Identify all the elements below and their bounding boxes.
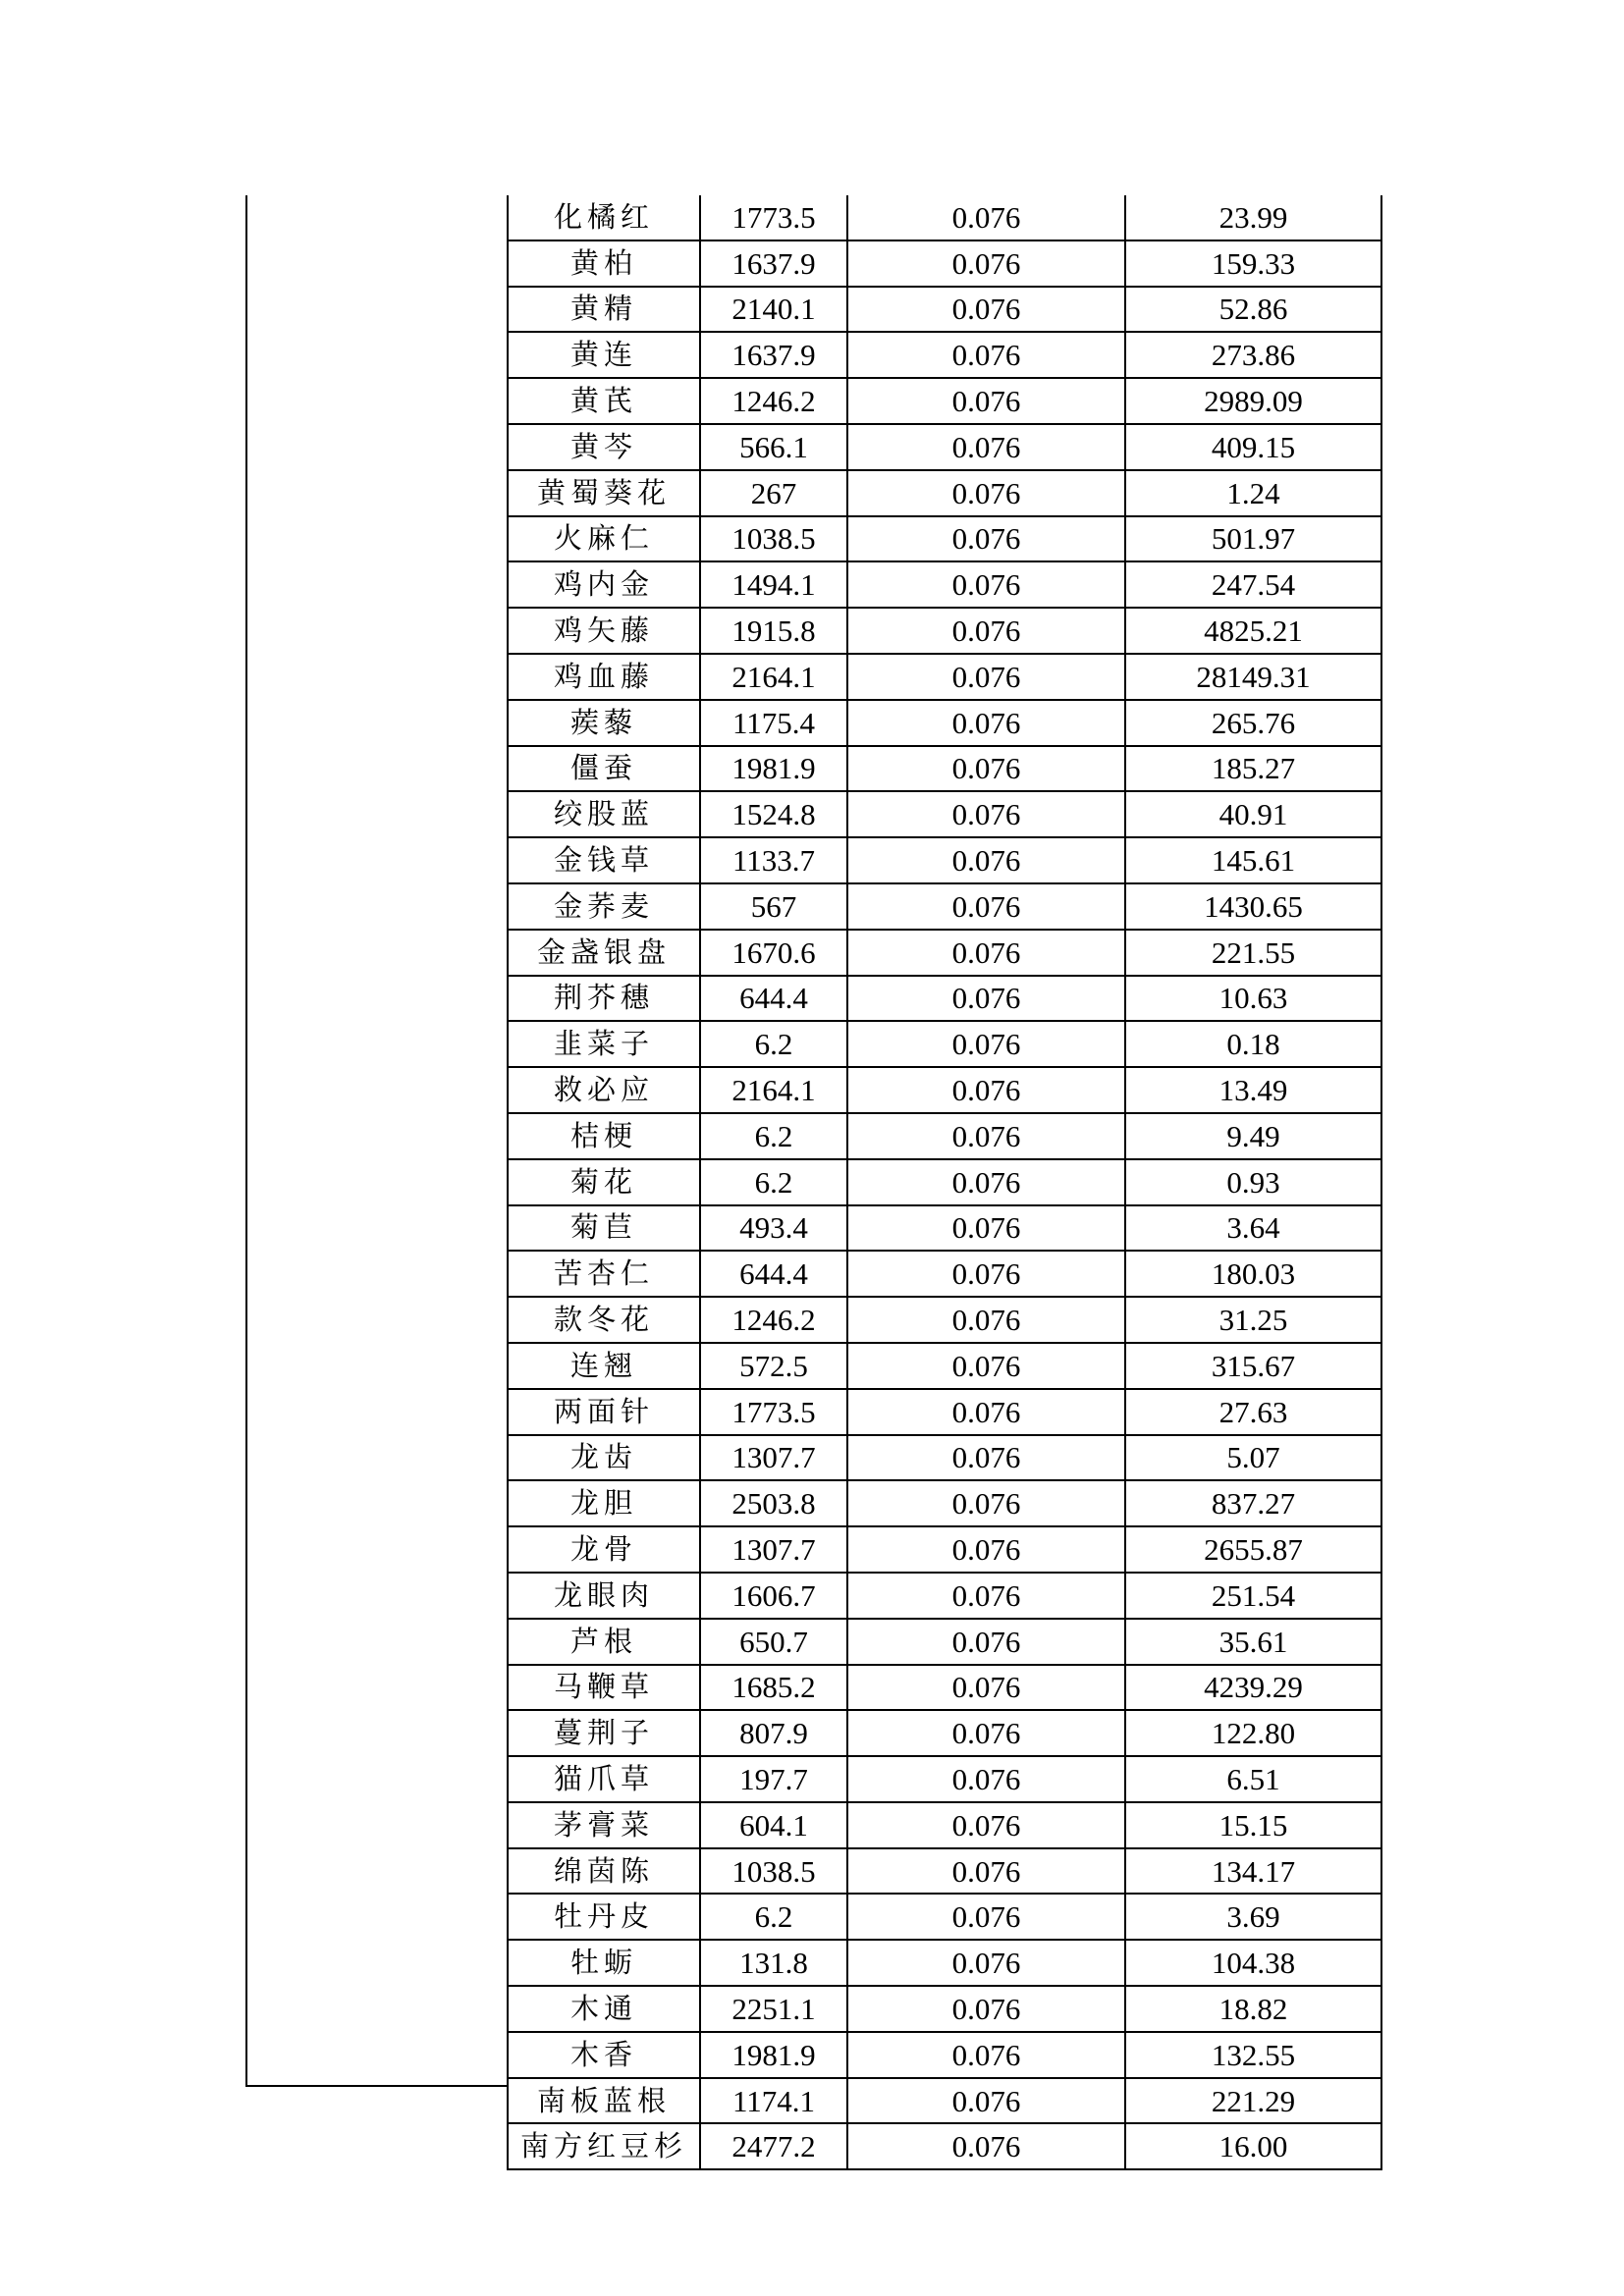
table-row: [508, 1665, 1381, 1711]
value2-cell: 0.076: [847, 1756, 1125, 1802]
value3-cell: 1.24: [1125, 470, 1381, 516]
value1-cell: 1246.2: [700, 378, 847, 424]
value3-cell: 122.80: [1125, 1710, 1381, 1756]
value2-cell: 0.076: [847, 561, 1125, 608]
table-row: [508, 424, 1381, 470]
value2-cell: 0.076: [847, 1894, 1125, 1940]
value2-cell: 0.076: [847, 1526, 1125, 1573]
table-row: [508, 1986, 1381, 2032]
table-row: [508, 1435, 1381, 1481]
value1-cell: 566.1: [700, 424, 847, 470]
merged-column-left-border: [245, 195, 247, 2086]
table-row: [508, 930, 1381, 976]
herb-name-cell: 黄精: [508, 287, 700, 333]
table-row: [508, 1205, 1381, 1252]
herb-name-cell: 两面针: [508, 1389, 700, 1435]
table-row: [508, 1710, 1381, 1756]
value3-cell: 5.07: [1125, 1435, 1381, 1481]
herb-name-cell: 黄蜀葵花: [508, 470, 700, 516]
value2-cell: 0.076: [847, 470, 1125, 516]
value3-cell: 1430.65: [1125, 883, 1381, 930]
value2-cell: 0.076: [847, 1619, 1125, 1665]
value1-cell: 1038.5: [700, 516, 847, 562]
table-row: [508, 2032, 1381, 2078]
table-row: [508, 561, 1381, 608]
value3-cell: 501.97: [1125, 516, 1381, 562]
herb-name-cell: 菊花: [508, 1159, 700, 1205]
value2-cell: 0.076: [847, 2032, 1125, 2078]
table-row: [508, 1251, 1381, 1297]
table-row: [508, 1894, 1381, 1940]
value2-cell: 0.076: [847, 332, 1125, 378]
table-row: [508, 1297, 1381, 1343]
table-row: [508, 1848, 1381, 1895]
herb-name-cell: 连翘: [508, 1343, 700, 1389]
value1-cell: 2140.1: [700, 287, 847, 333]
table-row: [508, 1756, 1381, 1802]
value1-cell: 267: [700, 470, 847, 516]
value2-cell: 0.076: [847, 791, 1125, 837]
table-row: [508, 1480, 1381, 1526]
value1-cell: 1981.9: [700, 2032, 847, 2078]
table-row: [508, 516, 1381, 562]
value3-cell: 180.03: [1125, 1251, 1381, 1297]
value3-cell: 3.69: [1125, 1894, 1381, 1940]
value3-cell: 35.61: [1125, 1619, 1381, 1665]
herb-name-cell: 龙胆: [508, 1480, 700, 1526]
value1-cell: 1685.2: [700, 1665, 847, 1711]
value1-cell: 644.4: [700, 1251, 847, 1297]
value3-cell: 251.54: [1125, 1573, 1381, 1619]
herb-name-cell: 荆芥穗: [508, 976, 700, 1022]
value2-cell: 0.076: [847, 1067, 1125, 1113]
table-row: [508, 1389, 1381, 1435]
herb-name-cell: 牡蛎: [508, 1940, 700, 1986]
value1-cell: 1637.9: [700, 332, 847, 378]
value1-cell: 1307.7: [700, 1435, 847, 1481]
value2-cell: 0.076: [847, 424, 1125, 470]
value3-cell: 221.29: [1125, 2078, 1381, 2124]
value3-cell: 40.91: [1125, 791, 1381, 837]
table-row: [508, 1940, 1381, 1986]
table-row: [508, 2123, 1381, 2169]
table-row: [508, 746, 1381, 792]
value2-cell: 0.076: [847, 883, 1125, 930]
herb-name-cell: 龙眼肉: [508, 1573, 700, 1619]
herb-name-cell: 绞股蓝: [508, 791, 700, 837]
value3-cell: 6.51: [1125, 1756, 1381, 1802]
table-row: [508, 791, 1381, 837]
value3-cell: 4239.29: [1125, 1665, 1381, 1711]
value2-cell: 0.076: [847, 1205, 1125, 1252]
value1-cell: 6.2: [700, 1894, 847, 1940]
herb-name-cell: 黄芩: [508, 424, 700, 470]
value2-cell: 0.076: [847, 1021, 1125, 1067]
value2-cell: 0.076: [847, 930, 1125, 976]
table-row: [508, 654, 1381, 700]
herb-name-cell: 化橘红: [508, 195, 700, 240]
value2-cell: 0.076: [847, 2078, 1125, 2124]
table-row: [508, 1067, 1381, 1113]
value1-cell: 572.5: [700, 1343, 847, 1389]
value1-cell: 604.1: [700, 1802, 847, 1848]
herb-name-cell: 猫爪草: [508, 1756, 700, 1802]
herb-data-table: [507, 195, 1382, 2170]
table-row: [508, 1526, 1381, 1573]
value1-cell: 493.4: [700, 1205, 847, 1252]
table-row: [508, 240, 1381, 287]
value2-cell: 0.076: [847, 1573, 1125, 1619]
herb-name-cell: 桔梗: [508, 1113, 700, 1159]
value3-cell: 159.33: [1125, 240, 1381, 287]
value3-cell: 273.86: [1125, 332, 1381, 378]
value3-cell: 104.38: [1125, 1940, 1381, 1986]
value2-cell: 0.076: [847, 1297, 1125, 1343]
value3-cell: 28149.31: [1125, 654, 1381, 700]
herb-name-cell: 鸡血藤: [508, 654, 700, 700]
table-row: [508, 837, 1381, 883]
value2-cell: 0.076: [847, 1802, 1125, 1848]
table-row: [508, 1343, 1381, 1389]
table-row: [508, 2078, 1381, 2124]
value2-cell: 0.076: [847, 1848, 1125, 1895]
herb-name-cell: 南板蓝根: [508, 2078, 700, 2124]
value3-cell: 221.55: [1125, 930, 1381, 976]
table-row: [508, 1573, 1381, 1619]
value2-cell: 0.076: [847, 287, 1125, 333]
value2-cell: 0.076: [847, 1940, 1125, 1986]
value2-cell: 0.076: [847, 1710, 1125, 1756]
value2-cell: 0.076: [847, 746, 1125, 792]
herb-name-cell: 黄柏: [508, 240, 700, 287]
value1-cell: 650.7: [700, 1619, 847, 1665]
herb-name-cell: 苦杏仁: [508, 1251, 700, 1297]
value1-cell: 2503.8: [700, 1480, 847, 1526]
value3-cell: 23.99: [1125, 195, 1381, 240]
value2-cell: 0.076: [847, 1113, 1125, 1159]
value3-cell: 185.27: [1125, 746, 1381, 792]
value1-cell: 2164.1: [700, 1067, 847, 1113]
herb-name-cell: 救必应: [508, 1067, 700, 1113]
herb-name-cell: 菊苣: [508, 1205, 700, 1252]
value3-cell: 134.17: [1125, 1848, 1381, 1895]
value1-cell: 807.9: [700, 1710, 847, 1756]
herb-name-cell: 芦根: [508, 1619, 700, 1665]
value3-cell: 4825.21: [1125, 608, 1381, 654]
herb-name-cell: 牡丹皮: [508, 1894, 700, 1940]
value3-cell: 27.63: [1125, 1389, 1381, 1435]
value2-cell: 0.076: [847, 1159, 1125, 1205]
herb-name-cell: 马鞭草: [508, 1665, 700, 1711]
value1-cell: 1915.8: [700, 608, 847, 654]
value1-cell: 1307.7: [700, 1526, 847, 1573]
value3-cell: 837.27: [1125, 1480, 1381, 1526]
value1-cell: 1038.5: [700, 1848, 847, 1895]
table-row: [508, 608, 1381, 654]
value3-cell: 2989.09: [1125, 378, 1381, 424]
herb-name-cell: 蒺藜: [508, 700, 700, 746]
value2-cell: 0.076: [847, 654, 1125, 700]
value1-cell: 1246.2: [700, 1297, 847, 1343]
value1-cell: 1174.1: [700, 2078, 847, 2124]
value3-cell: 18.82: [1125, 1986, 1381, 2032]
herb-name-cell: 鸡内金: [508, 561, 700, 608]
herb-name-cell: 龙齿: [508, 1435, 700, 1481]
herb-name-cell: 金钱草: [508, 837, 700, 883]
value2-cell: 0.076: [847, 976, 1125, 1022]
value3-cell: 9.49: [1125, 1113, 1381, 1159]
value1-cell: 6.2: [700, 1021, 847, 1067]
value2-cell: 0.076: [847, 2123, 1125, 2169]
table-row: [508, 195, 1381, 240]
table-body: [508, 195, 1381, 2169]
herb-name-cell: 黄连: [508, 332, 700, 378]
value2-cell: 0.076: [847, 1665, 1125, 1711]
value1-cell: 1494.1: [700, 561, 847, 608]
table-row: [508, 1802, 1381, 1848]
value2-cell: 0.076: [847, 1343, 1125, 1389]
herb-name-cell: 黄芪: [508, 378, 700, 424]
value2-cell: 0.076: [847, 608, 1125, 654]
table-row: [508, 1619, 1381, 1665]
value2-cell: 0.076: [847, 1435, 1125, 1481]
value2-cell: 0.076: [847, 1389, 1125, 1435]
value3-cell: 247.54: [1125, 561, 1381, 608]
value1-cell: 131.8: [700, 1940, 847, 1986]
merged-column-bottom-border: [245, 2085, 507, 2087]
value1-cell: 2164.1: [700, 654, 847, 700]
table-row: [508, 1113, 1381, 1159]
herb-name-cell: 南方红豆杉: [508, 2123, 700, 2169]
value2-cell: 0.076: [847, 700, 1125, 746]
herb-name-cell: 木香: [508, 2032, 700, 2078]
value3-cell: 2655.87: [1125, 1526, 1381, 1573]
value1-cell: 1175.4: [700, 700, 847, 746]
herb-name-cell: 木通: [508, 1986, 700, 2032]
herb-name-cell: 鸡矢藤: [508, 608, 700, 654]
herb-name-cell: 龙骨: [508, 1526, 700, 1573]
value2-cell: 0.076: [847, 378, 1125, 424]
value1-cell: 644.4: [700, 976, 847, 1022]
table-row: [508, 700, 1381, 746]
value1-cell: 6.2: [700, 1159, 847, 1205]
value1-cell: 2477.2: [700, 2123, 847, 2169]
value2-cell: 0.076: [847, 1251, 1125, 1297]
value2-cell: 0.076: [847, 516, 1125, 562]
herb-name-cell: 韭菜子: [508, 1021, 700, 1067]
value3-cell: 16.00: [1125, 2123, 1381, 2169]
table-row: [508, 883, 1381, 930]
value1-cell: 1773.5: [700, 195, 847, 240]
value3-cell: 31.25: [1125, 1297, 1381, 1343]
value1-cell: 1606.7: [700, 1573, 847, 1619]
herb-name-cell: 火麻仁: [508, 516, 700, 562]
value2-cell: 0.076: [847, 240, 1125, 287]
value1-cell: 567: [700, 883, 847, 930]
value3-cell: 15.15: [1125, 1802, 1381, 1848]
value2-cell: 0.076: [847, 1986, 1125, 2032]
value3-cell: 145.61: [1125, 837, 1381, 883]
herb-name-cell: 蔓荆子: [508, 1710, 700, 1756]
herb-name-cell: 茅膏菜: [508, 1802, 700, 1848]
value1-cell: 1524.8: [700, 791, 847, 837]
table-row: [508, 976, 1381, 1022]
value1-cell: 6.2: [700, 1113, 847, 1159]
value3-cell: 3.64: [1125, 1205, 1381, 1252]
value3-cell: 52.86: [1125, 287, 1381, 333]
herb-name-cell: 金盏银盘: [508, 930, 700, 976]
value3-cell: 0.93: [1125, 1159, 1381, 1205]
value1-cell: 1670.6: [700, 930, 847, 976]
table-row: [508, 332, 1381, 378]
value2-cell: 0.076: [847, 837, 1125, 883]
value3-cell: 315.67: [1125, 1343, 1381, 1389]
herb-name-cell: 款冬花: [508, 1297, 700, 1343]
table-row: [508, 287, 1381, 333]
value1-cell: 1637.9: [700, 240, 847, 287]
value1-cell: 1133.7: [700, 837, 847, 883]
value1-cell: 1981.9: [700, 746, 847, 792]
value3-cell: 10.63: [1125, 976, 1381, 1022]
herb-name-cell: 金荞麦: [508, 883, 700, 930]
herb-name-cell: 绵茵陈: [508, 1848, 700, 1895]
value3-cell: 0.18: [1125, 1021, 1381, 1067]
value2-cell: 0.076: [847, 1480, 1125, 1526]
herb-name-cell: 僵蚕: [508, 746, 700, 792]
table-row: [508, 1021, 1381, 1067]
value3-cell: 409.15: [1125, 424, 1381, 470]
value3-cell: 132.55: [1125, 2032, 1381, 2078]
value1-cell: 2251.1: [700, 1986, 847, 2032]
table-row: [508, 470, 1381, 516]
value3-cell: 265.76: [1125, 700, 1381, 746]
value1-cell: 1773.5: [700, 1389, 847, 1435]
table-row: [508, 378, 1381, 424]
value1-cell: 197.7: [700, 1756, 847, 1802]
value3-cell: 13.49: [1125, 1067, 1381, 1113]
table-row: [508, 1159, 1381, 1205]
value2-cell: 0.076: [847, 195, 1125, 240]
